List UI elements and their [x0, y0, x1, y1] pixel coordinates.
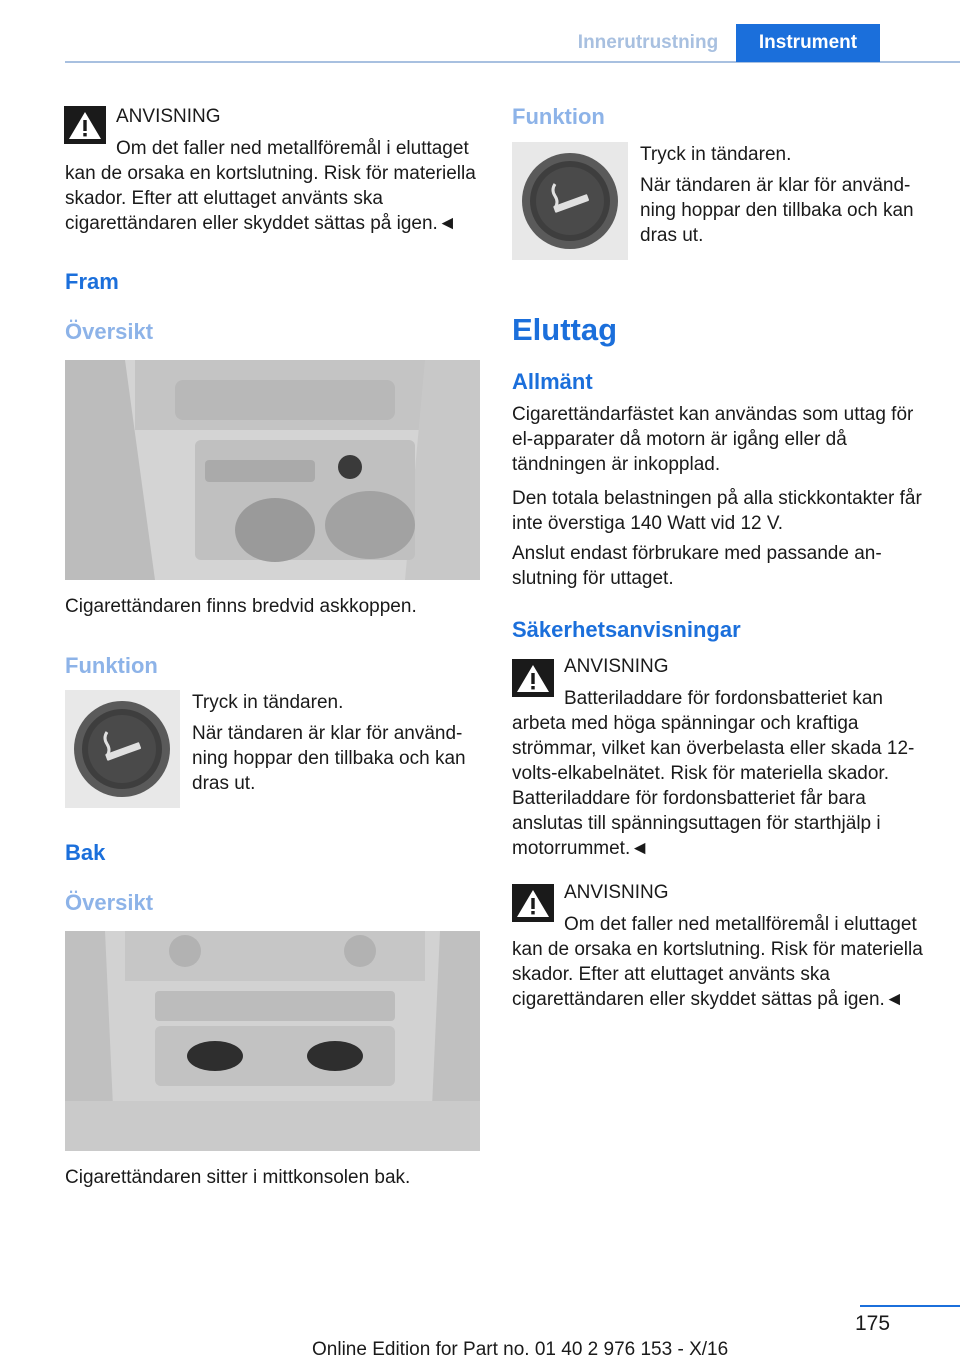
- header-tab-innerutrustning[interactable]: Innerutrustning: [577, 32, 719, 53]
- subheading-allmant: Allmänt: [512, 369, 593, 394]
- allmant-paragraph-1: Cigarettändarfästet kan användas som uttag för el-apparater då motorn är igång eller då tändningen är inkopplad.: [512, 404, 914, 475]
- footer-rule: [860, 1305, 960, 1307]
- lighter-button-image-right: [512, 142, 628, 260]
- section-heading-fram: Fram: [65, 269, 119, 294]
- funktion-right-line2: När tändaren är klar för användning hoppar den tillbaka och kan dras ut.: [640, 175, 914, 246]
- warning-text: Om det faller ned metallföremål i eluttaget kan de orsaka en kortslutning. Risk för materiella skador. Efter att eluttaget använts ska cigarettändaren eller skyddet sättas på igen.◄: [65, 138, 476, 234]
- section-heading-bak: Bak: [65, 840, 106, 865]
- warning-title: ANVISNING: [116, 106, 221, 127]
- subheading-sakerhetsanvisningar: Säkerhetsanvisningar: [512, 617, 741, 642]
- warning-text: Om det faller ned metallföremål i eluttaget kan de orsaka en kortslutning. Risk för materiella skador. Efter att eluttaget använts ska cigarettändaren eller skyddet sättas på igen.◄: [512, 914, 923, 1010]
- warning-title: ANVISNING: [564, 656, 669, 677]
- warning-title: ANVISNING: [564, 882, 669, 903]
- caption-rear: Cigarettändaren sitter i mittkonsolen bak.: [65, 1167, 411, 1188]
- front-console-photo: [65, 360, 480, 580]
- edition-line: Online Edition for Part no. 01 40 2 976 153 - X/16: [312, 1339, 729, 1360]
- subheading-funktion: Funktion: [65, 653, 158, 678]
- warning-text: Batteriladdare för fordonsbatteriet kan arbeta med höga spänningar och kraftiga strömmar, vilket kan överbelasta eller skada 12-volts-elkabelnätet. Risk för materiella skador. Batteriladdare för fordonsbatteriet får bara anslutas till spänningsuttagen för starthjälp i motorrummet.◄: [512, 688, 915, 859]
- header-tab-instrument[interactable]: Instrument: [736, 24, 880, 62]
- subheading-oversikt: Översikt: [65, 319, 154, 344]
- funktion-line2: När tändaren är klar för användning hoppar den tillbaka och kan dras ut.: [192, 723, 466, 794]
- page-number: 175: [855, 1312, 891, 1335]
- subheading-funktion-right: Funktion: [512, 104, 605, 129]
- section-heading-eluttag: Eluttag: [512, 312, 618, 347]
- caption-front: Cigarettändaren finns bredvid askkoppen.: [65, 596, 417, 617]
- rear-console-photo: [65, 931, 480, 1151]
- funktion-line1: Tryck in tändaren.: [192, 692, 344, 713]
- lighter-button-image: [65, 690, 180, 808]
- funktion-right-line1: Tryck in tändaren.: [640, 144, 792, 165]
- allmant-paragraph-2: Den totala belastningen på alla stickkontakter får inte överstiga 140 Watt vid 12 V.: [512, 488, 922, 534]
- allmant-paragraph-3: Anslut endast förbrukare med passande anslutning för uttaget.: [512, 543, 882, 589]
- subheading-oversikt-bak: Översikt: [65, 890, 154, 915]
